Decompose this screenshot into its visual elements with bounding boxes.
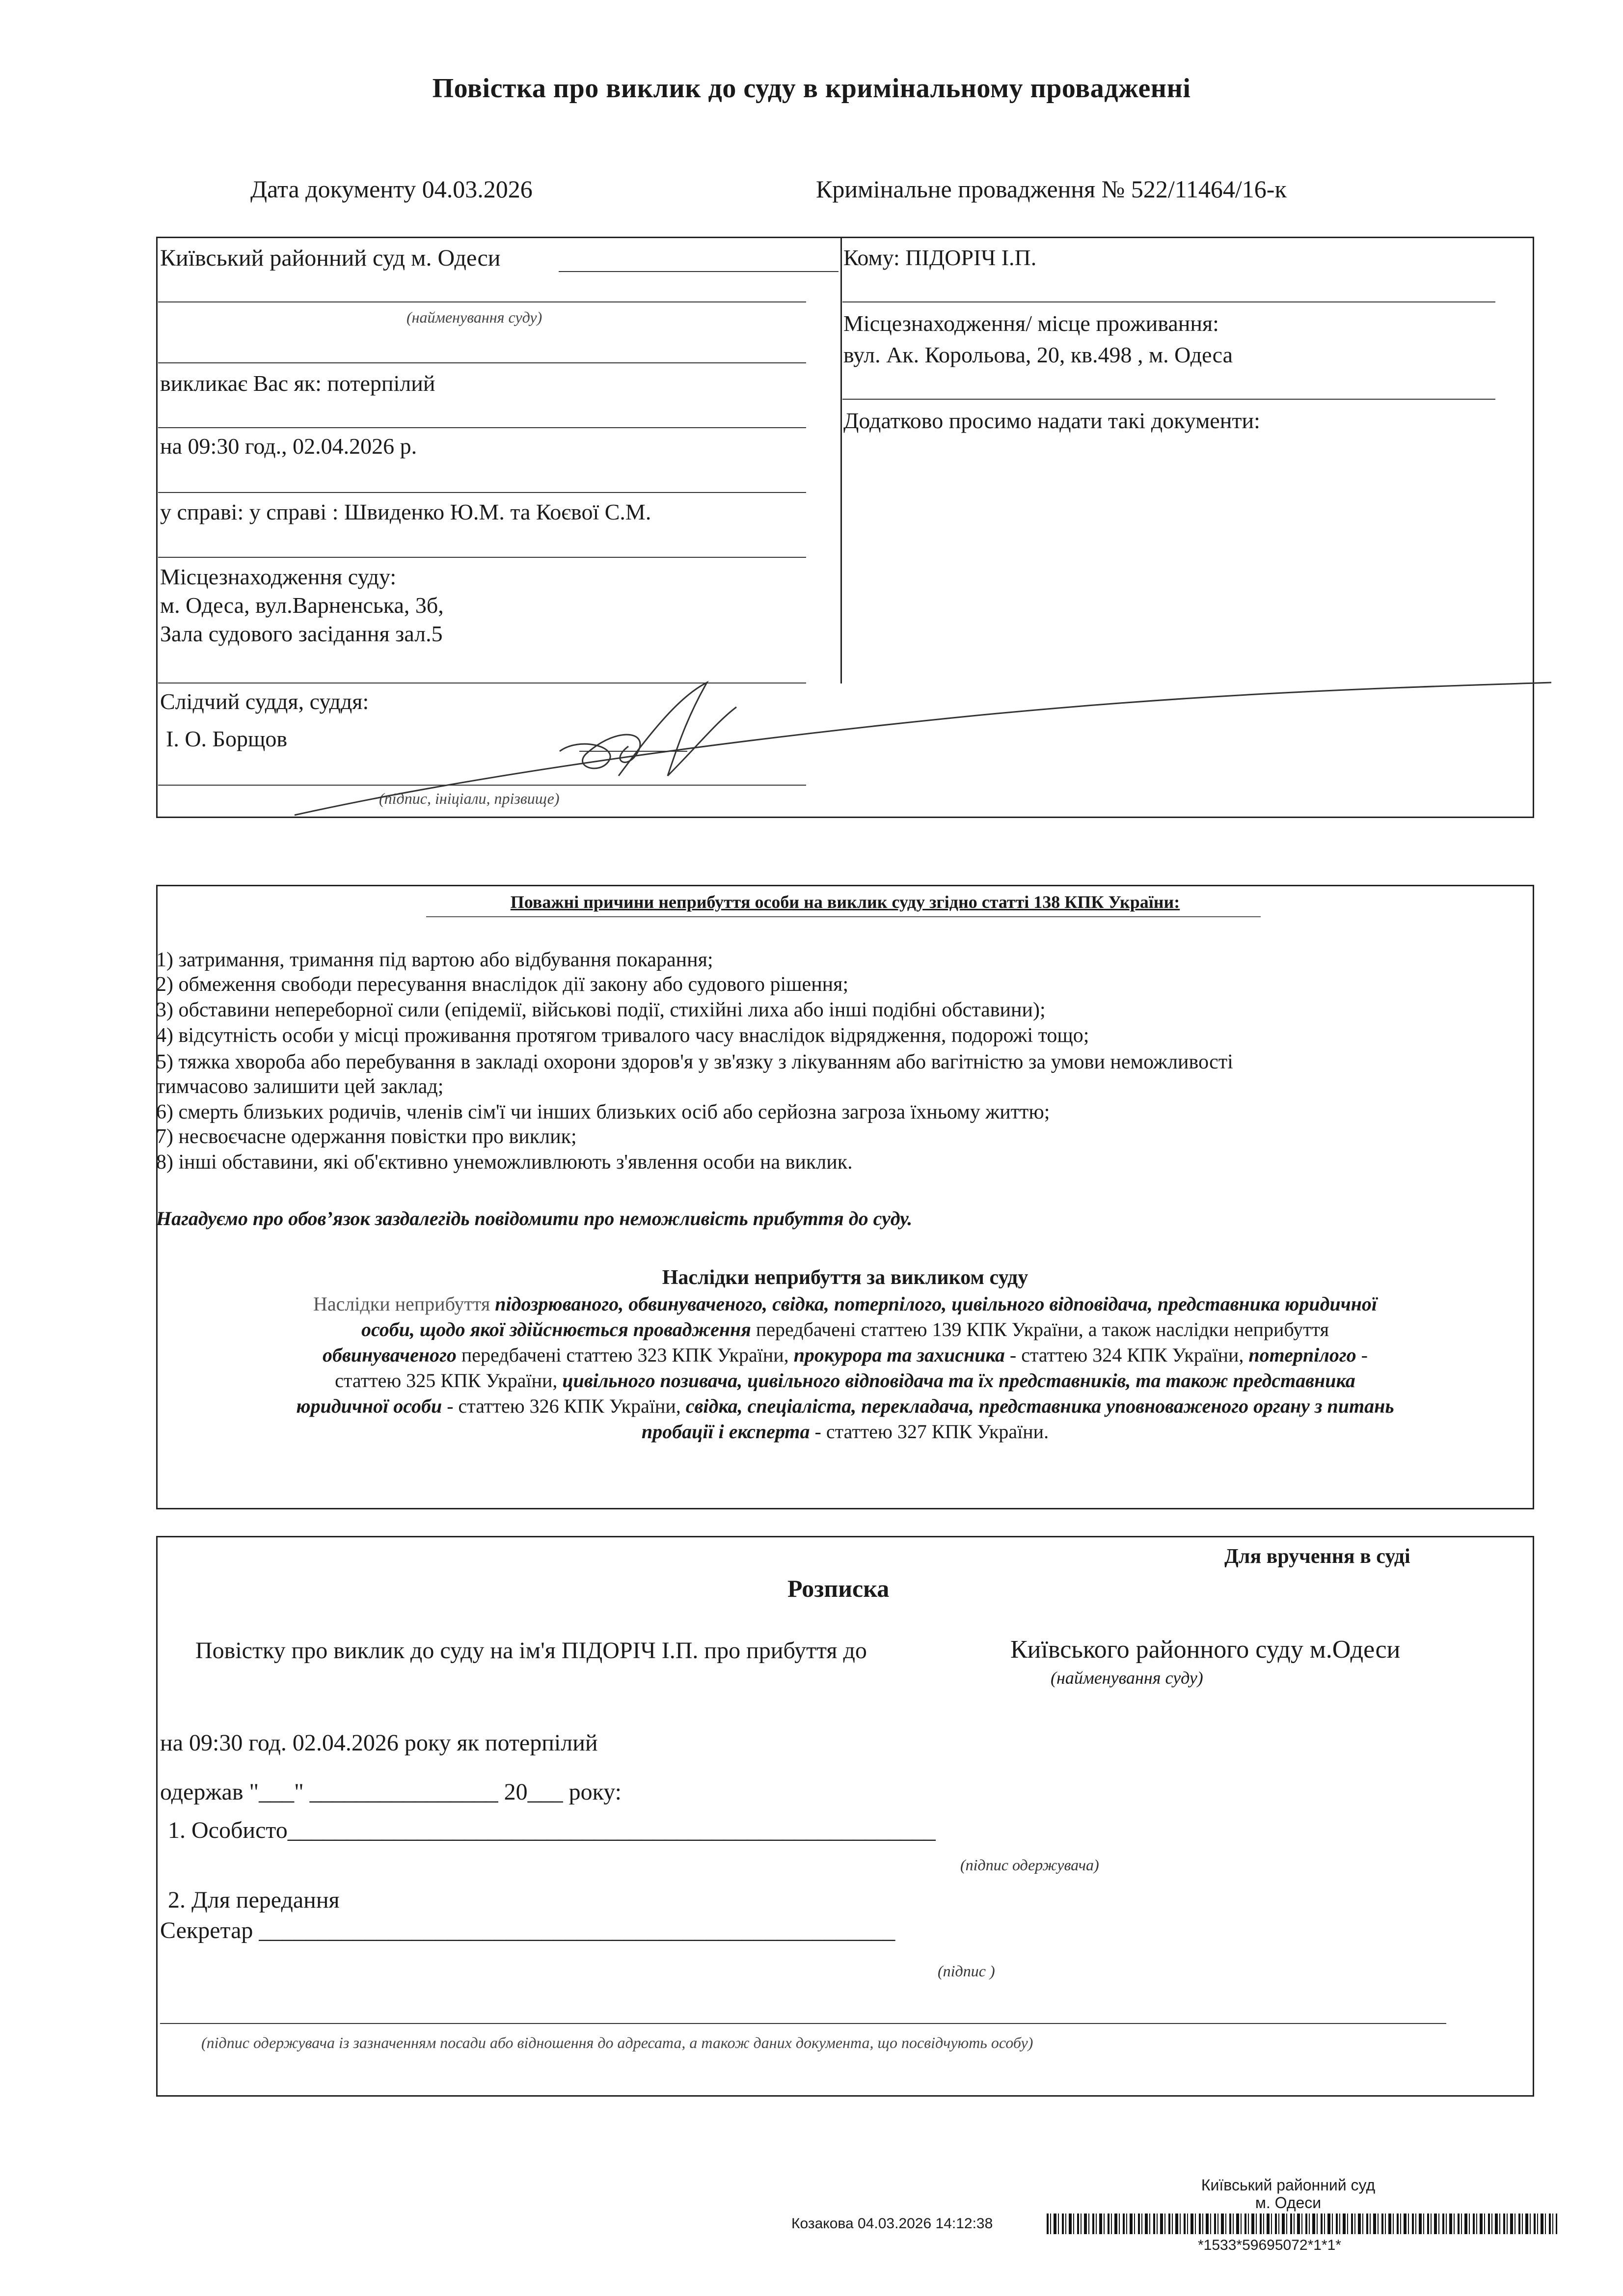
for-court-label: Для вручення в суді <box>1224 1545 1410 1568</box>
consequences-line <box>156 1317 1534 1342</box>
text-run: - статтею 324 КПК України, <box>1004 1344 1249 1366</box>
documents-request: Додатково просимо надати такі документи: <box>843 408 1260 433</box>
text-run: Наслідки неприбуття <box>313 1293 495 1315</box>
text-run: особи, щодо якої здійснюється провадження <box>361 1318 751 1340</box>
fill-line <box>842 301 1495 302</box>
secretary-signature-caption: (підпис ) <box>938 1962 995 1980</box>
fill-line <box>158 427 806 428</box>
clerk-stamp: Козакова 04.03.2026 14:12:38 <box>791 2215 993 2232</box>
summons-role: викликає Вас як: потерпілий <box>160 371 435 396</box>
receipt-court-caption: (найменування суду) <box>1051 1668 1203 1688</box>
text-run: передбачені статтею 323 КПК України, <box>456 1344 794 1366</box>
receipt-court-name: Київського районного суду м.Одеси <box>1010 1636 1401 1664</box>
reason-item: 3) обставини непереборної сили (епідемії, військові події, стихійні лиха або інші подібні обставини); <box>156 999 1046 1021</box>
reason-item: тимчасово залишити цей заклад; <box>156 1075 444 1098</box>
reason-item: 1) затримання, тримання під вартою або відбування покарання; <box>156 949 713 971</box>
heading-underline <box>426 916 1261 917</box>
text-run: обвинуваченого <box>323 1344 457 1366</box>
consequences-line <box>156 1368 1534 1394</box>
court-location-address: м. Одеса, вул.Варненська, 3б, <box>160 593 444 618</box>
footer-court-line2: м. Одеси <box>1255 2194 1322 2212</box>
barcode <box>1047 2214 1557 2234</box>
judge-label: Слідчий суддя, суддя: <box>160 689 369 714</box>
case-reference: у справі: у справі : Швиденко Ю.М. та Коєвої С.М. <box>160 499 651 524</box>
document-title: Повістка про виклик до суду в кримінальному провадженні <box>432 73 1191 104</box>
receipt-title: Розписка <box>787 1575 890 1602</box>
reasons-heading-text: Поважні причини неприбуття особи на виклик суду згідно статті 138 КПК України: <box>510 892 1180 912</box>
fill-line <box>160 2023 1446 2024</box>
fill-line <box>158 301 806 302</box>
addressee: Кому: ПІДОРІЧ І.П. <box>843 245 1037 270</box>
fill-line <box>158 557 806 558</box>
hearing-datetime: на 09:30 год., 02.04.2026 р. <box>160 434 417 459</box>
fill-line <box>158 492 806 493</box>
receipt-hearing-line: на 09:30 год. 02.04.2026 року як потерпілий <box>160 1730 598 1756</box>
personal-signature-caption: (підпис одержувача) <box>960 1856 1099 1874</box>
column-divider <box>840 237 842 683</box>
judge-signature <box>275 678 1561 825</box>
consequences-line <box>156 1419 1534 1445</box>
reminder: Нагадуємо про обов’язок заздалегідь повідомити про неможливість прибуття до суду. <box>156 1207 913 1230</box>
footer-court-line1: Київський районний суд <box>1201 2176 1376 2194</box>
barcode-text: *1533*59695072*1*1* <box>1198 2237 1341 2253</box>
court-name-caption: (найменування суду) <box>406 308 542 326</box>
reason-item: 6) смерть близьких родичів, членів сім'ї чи інших близьких осіб або серйозна загроза їхньому життю; <box>156 1101 1050 1123</box>
reason-item: 2) обмеження свободи пересування внаслідок дії закону або судового рішення; <box>156 973 849 996</box>
text-run: цивільного позивача, цивільного відповідача та їх представників, та також представника <box>562 1369 1355 1392</box>
text-run: пробації і експерта <box>641 1421 810 1443</box>
court-location-label: Місцезнаходження суду: <box>160 564 397 589</box>
consequences-text <box>156 1291 1534 1445</box>
text-run: передбачені статтею 139 КПК України, а також наслідки неприбуття <box>751 1318 1329 1340</box>
text-run: підозрюваного, обвинуваченого, свідка, потерпілого, цивільного відповідача, представника юридичної <box>495 1293 1378 1315</box>
text-run: - <box>1356 1344 1368 1366</box>
text-run: статтею 325 КПК України, <box>335 1369 563 1392</box>
receipt-box <box>156 1536 1534 2097</box>
court-name: Київський районний суд м. Одеси <box>160 245 501 271</box>
residence-address: вул. Ак. Корольова, 20, кв.498 , м. Одеса <box>843 342 1233 367</box>
fill-line <box>559 271 839 272</box>
text-run: свідка, спеціаліста, перекладача, представника уповноваженого органу з питань <box>685 1395 1394 1417</box>
receipt-summons-line: Повістку про виклик до суду на ім'я ПІДОРІЧ І.П. про прибуття до <box>195 1638 867 1664</box>
reason-item: 8) інші обставини, які об'єктивно унеможливлюють з'явлення особи на виклик. <box>156 1151 853 1174</box>
fill-line <box>842 399 1495 400</box>
text-run: потерпілого <box>1248 1344 1356 1366</box>
receiver-signature-caption: (підпис одержувача із зазначенням посади або відношення до адресата, а також даних документа, що посвідчують особу) <box>201 2034 1033 2051</box>
consequences-line <box>156 1394 1534 1419</box>
consequences-line <box>156 1342 1534 1368</box>
transfer-label: 2. Для передання <box>168 1887 340 1913</box>
fill-line <box>158 362 806 363</box>
signature-caption: (підпис, ініціали, прізвище) <box>379 790 560 807</box>
document-date: Дата документу 04.03.2026 <box>250 175 533 203</box>
reason-item: 5) тяжка хвороба або перебування в закладі охорони здоров'я у зв'язку з лікуванням або вагітністю за умови неможливості <box>156 1051 1233 1073</box>
consequences-line <box>156 1291 1534 1317</box>
residence-label: Місцезнаходження/ місце проживання: <box>843 311 1219 336</box>
secretary-line: Секретар ______________________________________________________ <box>160 1917 895 1943</box>
received-date-line: одержав "___" ________________ 20___ року: <box>160 1779 622 1805</box>
case-number: Кримінальне провадження № 522/11464/16-к <box>816 175 1287 203</box>
reason-item: 4) відсутність особи у місці проживання протягом тривалого часу внаслідок відрядження, подорожі тощо; <box>156 1024 1089 1047</box>
text-run: - статтею 327 КПК України. <box>810 1421 1049 1443</box>
judge-name: І. О. Борщов <box>166 726 288 751</box>
consequences-heading: Наслідки неприбуття за викликом суду <box>662 1266 1028 1289</box>
personal-signature-line: 1. Особисто_______________________________________________________ <box>168 1817 936 1843</box>
court-hall: Зала судового засідання зал.5 <box>160 621 443 646</box>
text-run: юридичної особи <box>296 1395 442 1417</box>
text-run: - статтею 326 КПК України, <box>442 1395 686 1417</box>
reason-item: 7) несвоєчасне одержання повістки про виклик; <box>156 1125 577 1148</box>
reasons-heading <box>156 892 1534 912</box>
text-run: прокурора та захисника <box>793 1344 1005 1366</box>
